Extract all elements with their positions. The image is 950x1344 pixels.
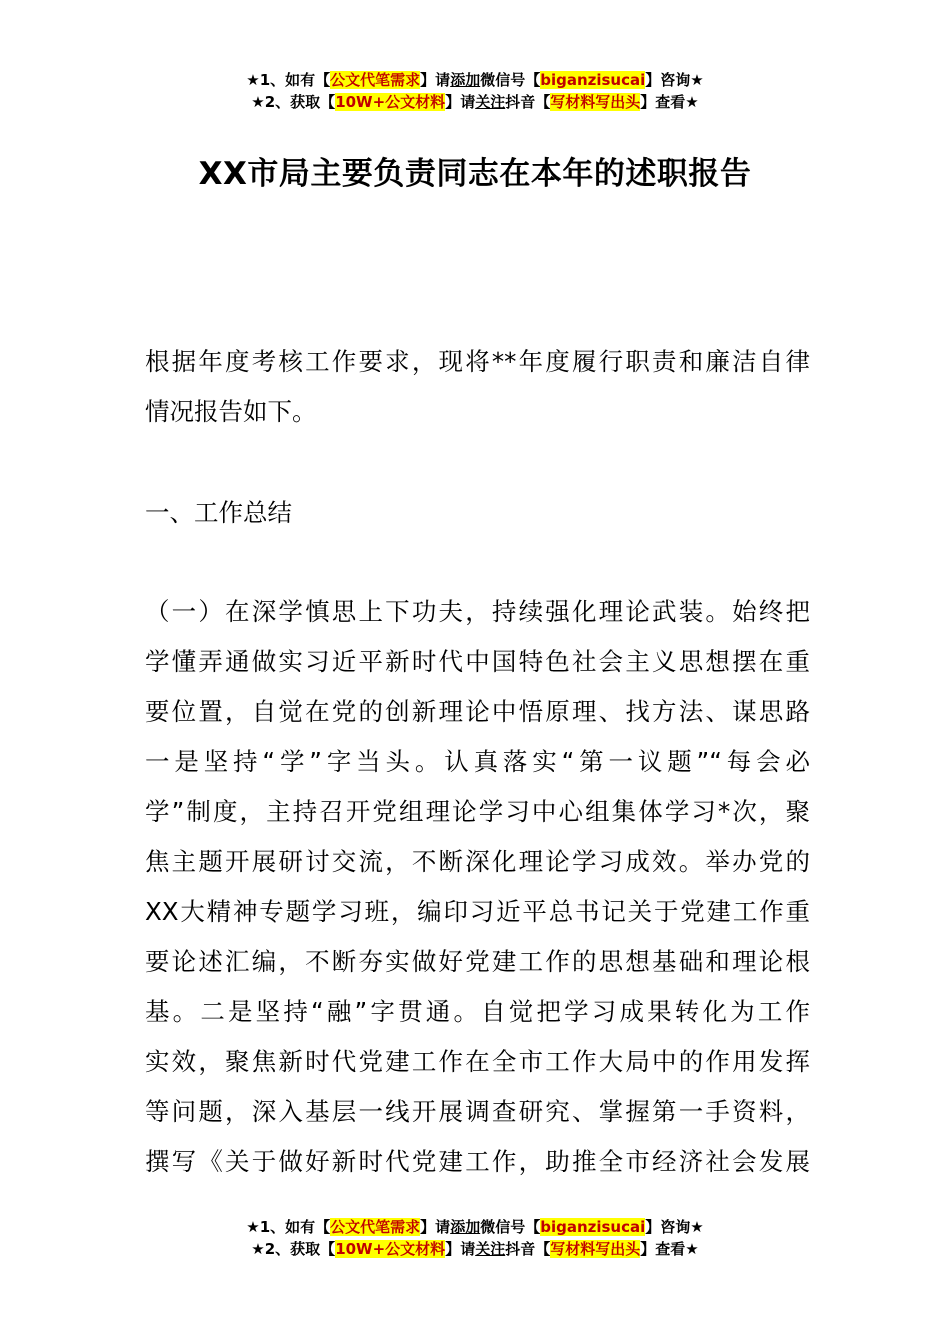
banner-text: 微信号【 [480, 71, 541, 89]
banner-line-1 [0, 1216, 950, 1238]
banner-highlight: biganzisucai [540, 71, 646, 89]
banner-text: ★1、如有【 [246, 71, 331, 89]
banner-text: ★2、获取【 [251, 93, 336, 111]
banner-text: 抖音【 [505, 93, 551, 111]
paragraph-line: 焦主题开展研讨交流，不断深化理论学习成效。举办党的 [145, 847, 810, 876]
intro-line: 根据年度考核工作要求，现将**年度履行职责和廉洁自律 [145, 347, 810, 376]
banner-text: ★2、获取【 [251, 1240, 336, 1258]
intro-paragraph [145, 337, 810, 437]
banner-highlight: 10W+公文材料 [335, 1240, 446, 1258]
banner-text: 】咨询★ [645, 1218, 704, 1236]
banner-text: 】请 [445, 1240, 476, 1258]
banner-line-1 [0, 69, 950, 91]
banner-underline: 关注 [475, 93, 506, 111]
banner-highlight: 公文代笔需求 [330, 71, 421, 89]
section-heading-text: 一、工作总结 [145, 498, 292, 527]
banner-text: 】请 [420, 71, 451, 89]
intro-line: 情况报告如下。 [145, 397, 317, 426]
banner-text: 】查看★ [640, 93, 699, 111]
banner-highlight: 10W+公文材料 [335, 93, 446, 111]
banner-text: 】咨询★ [645, 71, 704, 89]
body-paragraph [145, 587, 810, 1187]
banner-text: 】请 [420, 1218, 451, 1236]
paragraph-line: 等问题，深入基层一线开展调查研究、掌握第一手资料， [145, 1097, 810, 1126]
paragraph-line: 要论述汇编，不断夯实做好党建工作的思想基础和理论根 [145, 947, 810, 976]
paragraph-line: 撰写《关于做好新时代党建工作，助推全市经济社会发展 [145, 1147, 810, 1176]
banner-text: 微信号【 [480, 1218, 541, 1236]
paragraph-line: 基。二是坚持“融”字贯通。自觉把学习成果转化为工作 [145, 997, 810, 1026]
section-heading [145, 488, 810, 538]
banner-underline: 添加 [450, 71, 481, 89]
footer-banner [0, 1216, 950, 1260]
banner-underline: 关注 [475, 1240, 506, 1258]
paragraph-line: 一是坚持“学”字当头。认真落实“第一议题”“每会必 [145, 747, 810, 776]
banner-highlight: 公文代笔需求 [330, 1218, 421, 1236]
paragraph-line: （一）在深学慎思上下功夫，持续强化理论武装。始终把 [145, 597, 810, 626]
banner-text: 抖音【 [505, 1240, 551, 1258]
banner-text: 】查看★ [640, 1240, 699, 1258]
header-banner [0, 69, 950, 113]
paragraph-line: 学懂弄通做实习近平新时代中国特色社会主义思想摆在重 [145, 647, 810, 676]
banner-line-2 [0, 1238, 950, 1260]
banner-line-2 [0, 91, 950, 113]
banner-text: ★1、如有【 [246, 1218, 331, 1236]
paragraph-line: 实效，聚焦新时代党建工作在全市工作大局中的作用发挥 [145, 1047, 810, 1076]
banner-highlight: biganzisucai [540, 1218, 646, 1236]
banner-text: 】请 [445, 93, 476, 111]
document-title: XX市局主要负责同志在本年的述职报告 [198, 156, 752, 192]
banner-highlight: 写材料写出头 [550, 1240, 641, 1258]
banner-highlight: 写材料写出头 [550, 93, 641, 111]
paragraph-line: 学”制度，主持召开党组理论学习中心组集体学习*次，聚 [145, 797, 810, 826]
paragraph-line: XX大精神专题学习班，编印习近平总书记关于党建工作重 [145, 897, 810, 926]
paragraph-line: 要位置，自觉在党的创新理论中悟原理、找方法、谋思路 [145, 697, 810, 726]
banner-underline: 添加 [450, 1218, 481, 1236]
